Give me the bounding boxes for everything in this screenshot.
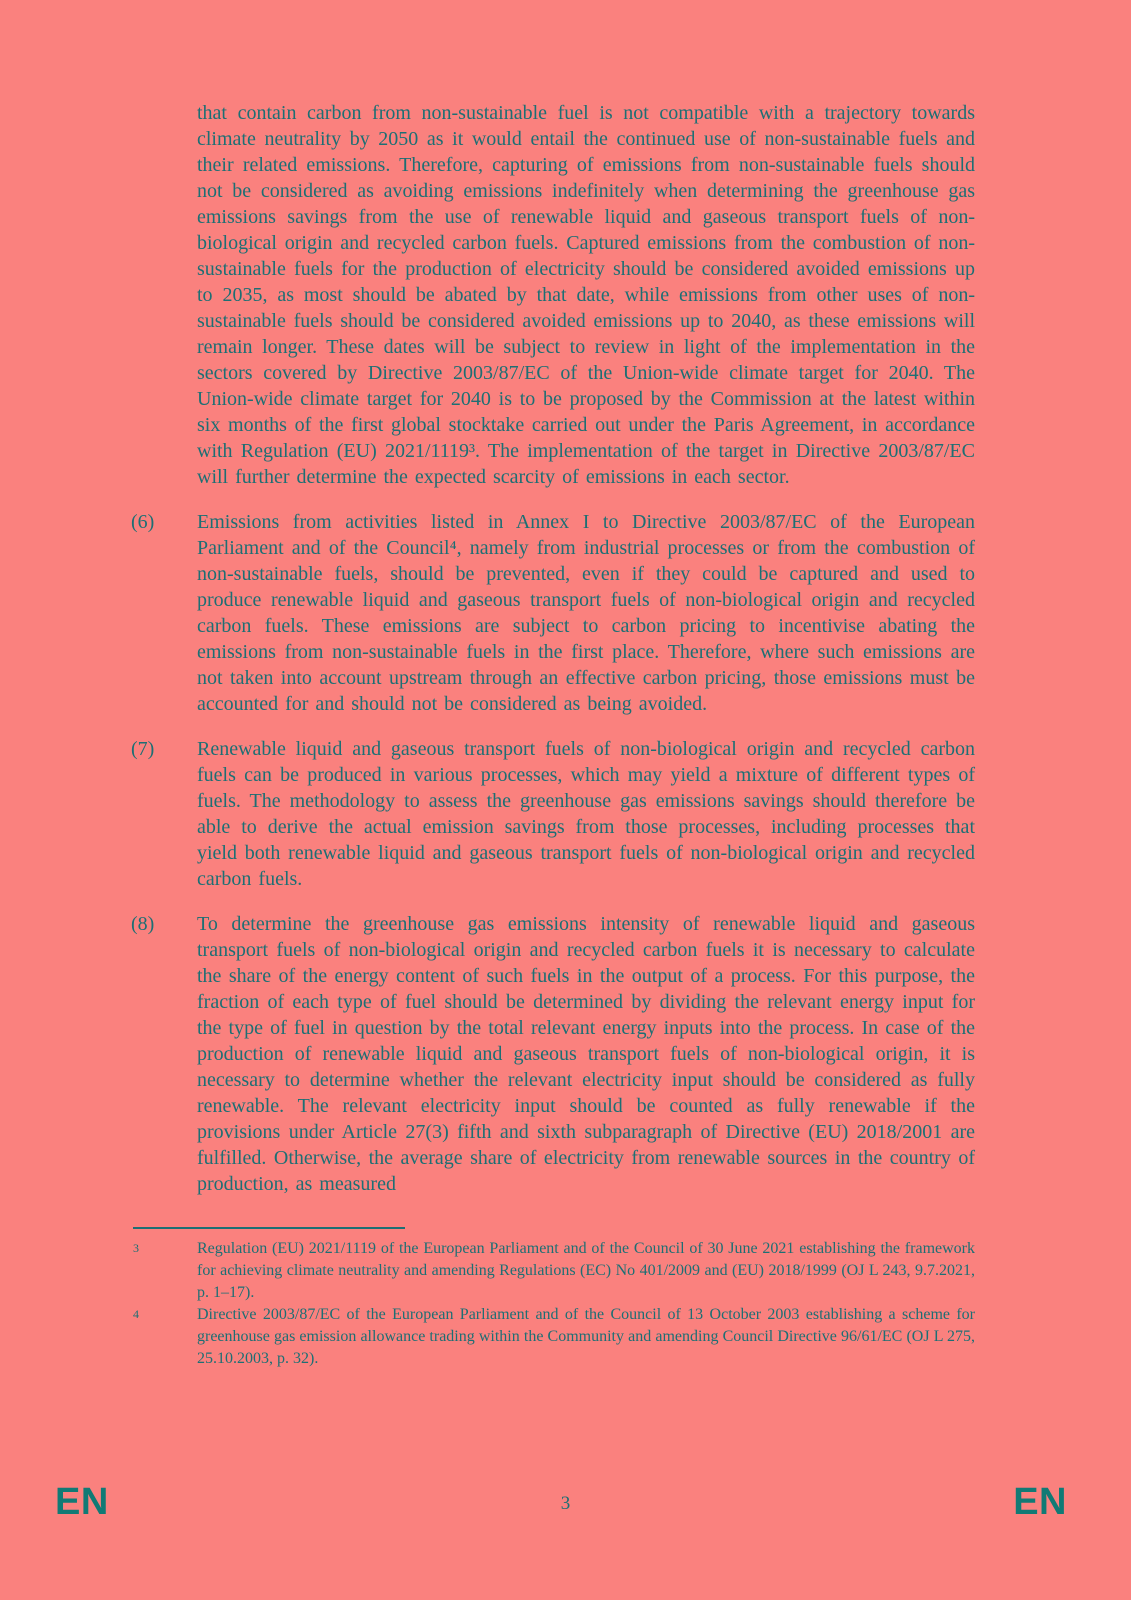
footnote-3: [131, 1238, 975, 1304]
paragraph-text: that contain carbon from non-sustainable fuel is not compatible with a trajectory towards climate neutrality by 2050 as it would entail the continued use of non-sustainable fuels and their related emissions. Therefore, capturing of emissions from non-sustainable fuels should not be considered as avoiding emissions indefinitely when determining the greenhouse gas emissions savings from the use of renewable liquid and gaseous transport fuels of non-biological origin and recycled carbon fuels. Captured emissions from the combustion of non-sustainable fuels for the production of electricity should be considered avoided emissions up to 2035, as most should be abated by that date, while emissions from other uses of non-sustainable fuels should be considered avoided emissions up to 2040, as these emissions will remain longer. These dates will be subject to review in light of the implementation in the sectors covered by Directive 2003/87/EC of the Union-wide climate target for 2040. The Union-wide climate target for 2040 is to be proposed by the Commission at the latest within six months of the first global stocktake carried out under the Paris Agreement, in accordance with Regulation (EU) 2021/1119³. The implementation of the target in Directive 2003/87/EC will further determine the expected scarcity of emissions in each sector.: [197, 102, 975, 488]
paragraph-8: [131, 911, 975, 1197]
language-code-right: EN: [1013, 1481, 1067, 1523]
footnote-separator-rule: [133, 1227, 405, 1229]
paragraph-6: [131, 509, 975, 717]
paragraph-number: (7): [131, 738, 155, 760]
paragraph-text: To determine the greenhouse gas emissions intensity of renewable liquid and gaseous transport fuels of non-biological origin and recycled carbon fuels it is necessary to calculate the share of the energy content of such fuels in the output of a process. For this purpose, the fraction of each type of fuel should be determined by dividing the relevant energy input for the type of fuel in question by the total relevant energy inputs into the process. In case of the production of renewable liquid and gaseous transport fuels of non-biological origin, it is necessary to determine whether the relevant electricity input should be considered as fully renewable. The relevant electricity input should be counted as fully renewable if the provisions under Article 27(3) fifth and sixth subparagraph of Directive (EU) 2018/2001 are fulfilled. Otherwise, the average share of electricity from renewable sources in the country of production, as measured: [197, 913, 975, 1195]
footnote-marker: 3: [133, 1241, 139, 1255]
footnote-text: Regulation (EU) 2021/1119 of the European Parliament and of the Council of 30 June 2021 establishing the framework for achieving climate neutrality and amending Regulations (EC) No 401/2009 and (EU) 2018/1999 (OJ L 243, 9.7.2021, p. 1–17).: [197, 1240, 975, 1301]
paragraph-text: Emissions from activities listed in Annex I to Directive 2003/87/EC of the European Parliament and of the Council⁴, namely from industrial processes or from the combustion of non-sustainable fuels, should be prevented, even if they could be captured and used to produce renewable liquid and gaseous transport fuels of non-biological origin and recycled carbon fuels. These emissions are subject to carbon pricing to incentivise abating the emissions from non-sustainable fuels in the first place. Therefore, where such emissions are not taken into account upstream through an effective carbon pricing, those emissions must be accounted for and should not be considered as being avoided.: [197, 511, 975, 715]
paragraph-7: [131, 736, 975, 892]
paragraph-number: (8): [131, 913, 155, 935]
footnote-4: [131, 1304, 975, 1370]
paragraph-number: (6): [131, 511, 155, 533]
footnote-text: Directive 2003/87/EC of the European Parliament and of the Council of 13 October 2003 establishing a scheme for greenhouse gas emission allowance trading within the Community and amending Council Directive 96/61/EC (OJ L 275, 25.10.2003, p. 32).: [197, 1306, 975, 1367]
footnote-marker: 4: [133, 1307, 139, 1321]
page-number: 3: [560, 1493, 571, 1514]
paragraph-continuation: [131, 100, 975, 490]
paragraph-text: Renewable liquid and gaseous transport fuels of non-biological origin and recycled carbon fuels can be produced in various processes, which may yield a mixture of different types of fuels. The methodology to assess the greenhouse gas emissions savings should therefore be able to derive the actual emission savings from those processes, including processes that yield both renewable liquid and gaseous transport fuels of non-biological origin and recycled carbon fuels.: [197, 738, 975, 890]
language-code-left: EN: [55, 1481, 109, 1523]
document-body: [131, 100, 975, 1370]
